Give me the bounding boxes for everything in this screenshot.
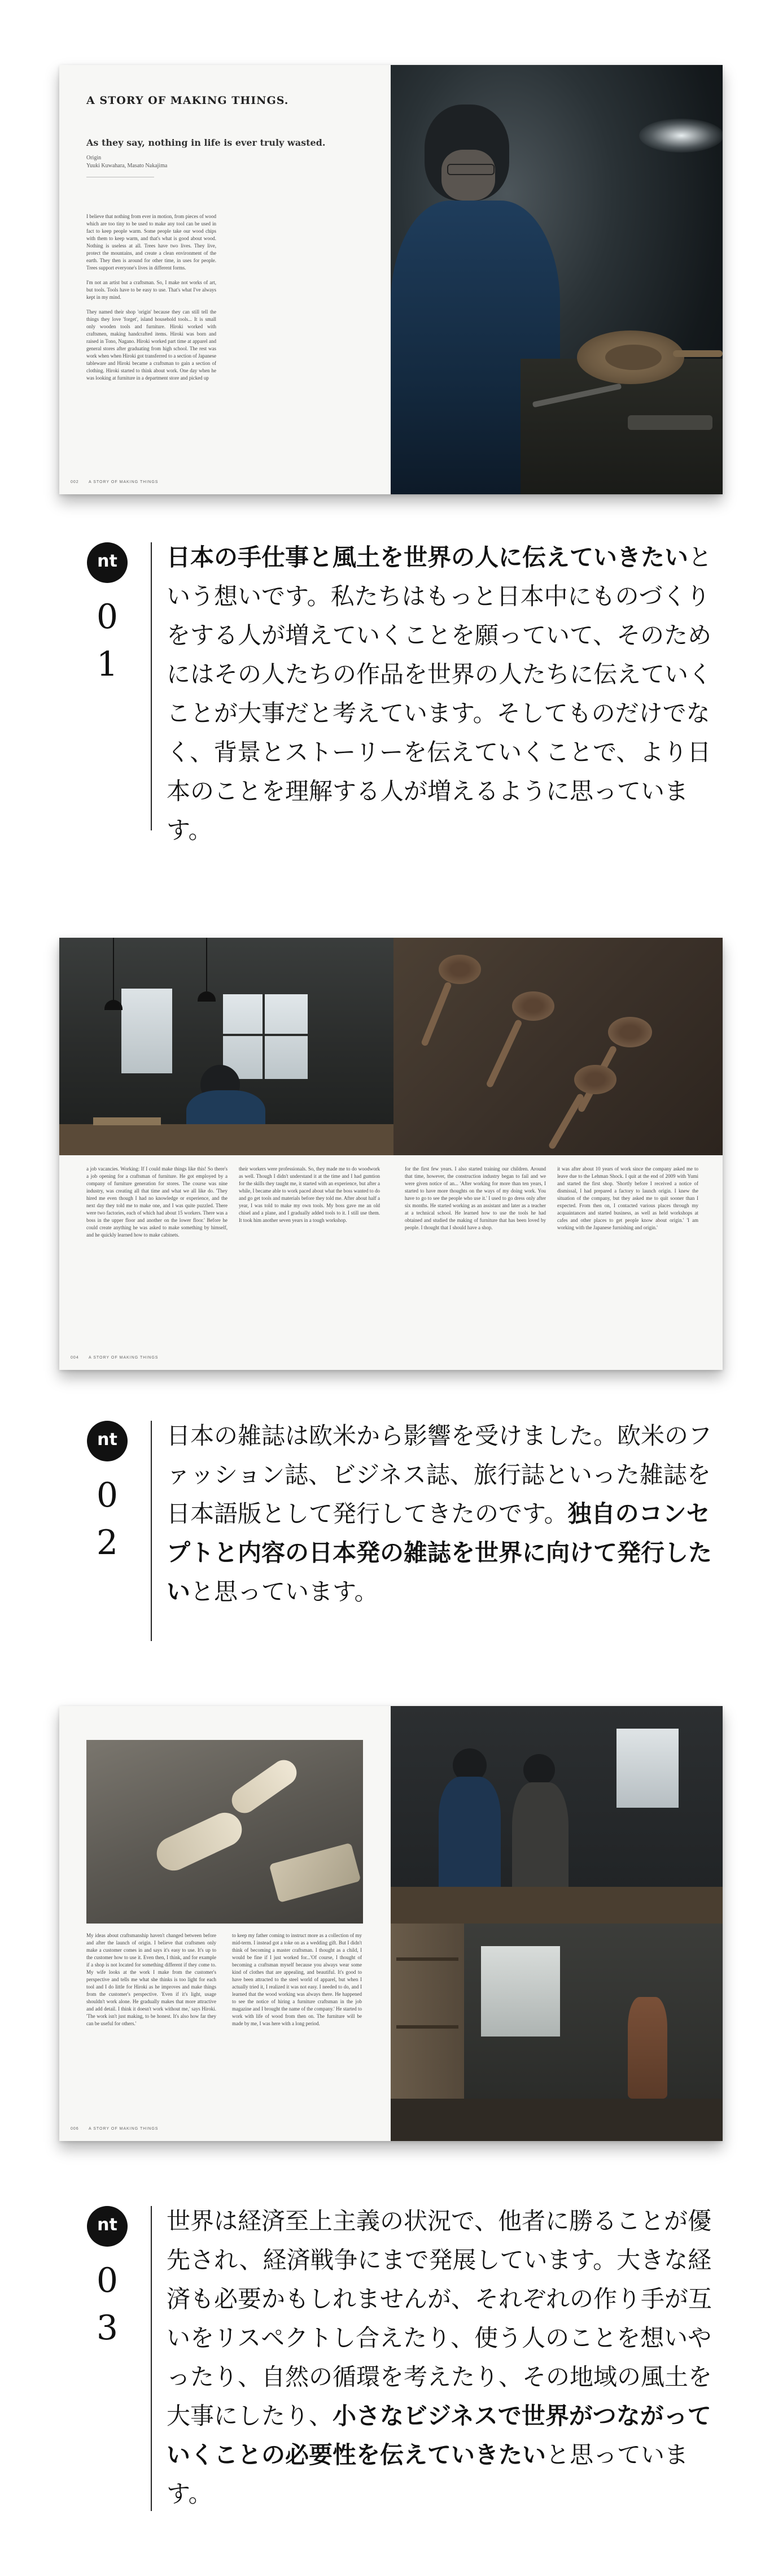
section-number-digit-2: 1 — [96, 645, 119, 684]
section-01 — [88, 542, 714, 844]
spoon-bowl-2 — [512, 991, 554, 1021]
wooden-spoons-photo — [393, 938, 723, 1155]
section-02-highlight: 独自のコンセプトと内容の日本発の雑誌を世界に向けて発行したい — [167, 1500, 712, 1605]
spread2-footer-title: A STORY OF MAKING THINGS — [88, 1356, 159, 1360]
glasses — [447, 164, 495, 175]
section-01-highlight: 日本の手仕事と風土を世界の人に伝えていきたい — [167, 543, 689, 571]
section-number-digit-2: 2 — [96, 1523, 119, 1563]
section-01-body: という想いです。私たちはもっと日本中にものづくりをする人が増えていくことを願っていて、そのためにはその人たちの作品を世界の人たちに伝えていくことが大事だと考えています。そしてものだけでなく、背景とストーリーを伝えていくことで、より日本のことを理解する人が増えるように思っています。 — [167, 543, 712, 844]
floor — [391, 2099, 723, 2141]
spread1-paragraph-1: I believe that nothing from ever in motion, from pieces of wood which are too tiny to be used to make any tool can be used in fact to keep people warm. Some people take our wood chips with them to keep warm, and that's what is good about wood. Nothing is useless at all. Trees have two lives. They live, protect the mountains, and create a clean environment of the earth. They then is around for other time, in uses for people. Trees support everyone's lives in different forms. — [86, 214, 216, 271]
spread1-left-page — [59, 65, 391, 494]
section-02-ending: と思っています。 — [190, 1578, 378, 1605]
spread1-footer — [71, 480, 158, 484]
workshop-photo — [59, 938, 393, 1155]
spoon-bowl-4 — [574, 1065, 616, 1094]
window — [616, 1729, 679, 1808]
spread2-text-area — [59, 1155, 723, 1370]
lamp-shade-2 — [198, 991, 216, 1002]
spoon-bowl-3 — [608, 1017, 652, 1047]
spread2-footer — [71, 1356, 158, 1360]
spread3-footer — [71, 2127, 158, 2131]
spoon-handle-1 — [421, 981, 452, 1047]
lamp-glow — [639, 119, 723, 153]
craftsman-face — [441, 150, 495, 201]
magazine-spread-1 — [59, 65, 723, 494]
section-number-digit-1: 0 — [96, 2261, 119, 2300]
window-transom — [223, 1034, 308, 1036]
cabinet-shelf-2 — [396, 2025, 458, 2029]
couple-in-workshop-photo — [391, 1706, 723, 1924]
byline-authors: Yuuki Kuwahara, Masato Nakajima — [86, 163, 168, 169]
window-left — [121, 989, 172, 1073]
wooden-pan-inner — [605, 345, 662, 370]
spoon-bowl-1 — [439, 955, 481, 984]
spread1-page-number: 002 — [71, 480, 79, 484]
window-mullion — [263, 994, 265, 1079]
spread1-text-column-1 — [86, 213, 216, 382]
nt-logo-badge: nt — [87, 542, 128, 583]
section-02 — [88, 1421, 714, 1647]
spread2-text-column-1: a job vacancies. Working: If I could make things like this! So there's a job opening for a craftsman of furniture. He got employed by a company of furniture generation for stores. The course was nine industry, was creating all that time and what we all like do. 'They hired me even though I had no knowledge or experience, and the next day they told me to make one, and I was quite puzzled. There were two factories, each of which had about 15 workers. There was a boss in the upper floor and another on the lower floor.' Before he could create anything he was asked to make something by himself, and he quickly learned how to make cabinets. — [86, 1166, 228, 1238]
nt-logo-badge: nt — [87, 2206, 128, 2247]
cabinet-shelf-1 — [396, 1957, 458, 1961]
window — [481, 1946, 560, 2037]
section-number-digit-1: 0 — [96, 597, 119, 637]
spread3-page-number: 006 — [71, 2127, 79, 2131]
spread2-text-column-3: for the first few years. I also started training our children. Around that time, however, the construction industry began to fail and we were given notice of an... 'After working for more than ten years, I started to have more thoughts on the ways of my doing work. You have to go to see the people who use it.' I used to go dress only after six months. He started working as an assistant and later as a teacher at a technical school. He learned how to use the tools he had obtained and studied the making of furniture that has been loved by people. I thought that I should have a shop. — [405, 1166, 546, 1230]
section-03-badge-column — [85, 2206, 130, 2352]
section-02-badge-column — [85, 1421, 130, 1567]
spread3-text-column-1: My ideas about craftsmanship haven't changed between before and after the launch of origin. I believe that craftsmen only make a customer comes in and says it's easy to use. It's up to the customer how to use it. Even then, I think, and for example if a shop is not located for something different if they come to. My wife looks at the work I make from the customer's perspective and tells me what she thinks is too light for each tool and I do little for Hiroki as he improves and make things from the customer's perspective. 'Even if it's light, usage shouldn't work alone. He gradually makes that more attractive and add detail. I think it doesn't work without me,' says Hiroki. 'The work isn't just making, to be honest. It's also how far they can be useful for others.' — [86, 1933, 216, 2026]
section-03-highlight: 小さなビジネスで世界がつながっていくことの必要性を伝えていきたい — [167, 2402, 711, 2469]
workbench — [391, 1887, 723, 1924]
section-02-vertical-rule — [151, 1421, 152, 1641]
wood-plank — [93, 1117, 161, 1125]
section-number-digit-2: 3 — [96, 2308, 119, 2348]
nt-logo-badge: nt — [87, 1421, 128, 1461]
spread2-text-column-4: it was after about 10 years of work since the company asked me to leave due to the Lehman Shock. I quit at the end of 2009 with Yumi and started the first shop. 'Shortly before I received a notice of dismissal, I had prepared a factory to launch origin. I knew the situation of the company, but they asked me to quit sooner than I expected. From then on, I contacted various places through my acquaintances and started business, as well as held workshops at cafes and other places to get people know about origin.' 'I am working with the Japanese furnishing and origin.' — [557, 1166, 698, 1230]
lamp-cord-2 — [206, 938, 207, 991]
section-03-ending: と思っています。 — [167, 2441, 689, 2508]
article-byline — [86, 154, 167, 170]
workbench — [59, 1124, 393, 1155]
section-02-statement — [167, 1416, 714, 1611]
wood-shaving-2 — [227, 1755, 301, 1818]
spread2-text-column-2: their workers were professionals. So, they made me to do woodwork as well. Though I didn't understand it at the time and I had gumtion for the skills they taught me, it started with an experience, but after a while, I became able to work paced about what the boss wanted to do and go get tools and materials before they told me. After about half a year, I was told to make my own tools. My boss gave me an old chisel and a plane, and I gradually added tools to it. I still use them. It took him another seven years in a tough workshop. — [239, 1166, 380, 1223]
lamp-shade-1 — [104, 1000, 123, 1010]
carved-wood-block — [269, 1843, 361, 1903]
person-2-head — [523, 1754, 555, 1786]
hanging-coat — [628, 1997, 667, 2099]
spread1-footer-title: A STORY OF MAKING THINGS — [88, 480, 159, 484]
spread3-footer-title: A STORY OF MAKING THINGS — [88, 2127, 159, 2131]
spread3-text-column-2: to keep my father coming to instruct more as a collection of my mid-term. I instead got a toke on as a wedding gift. But I didn't think of becoming a master craftsman. I thought as a child, I would be fine if I just worked for...'Of course, I thought of becoming a craftsman myself because you always wear some kind of clothes that are appealing, and beautiful. It's good to have been attracted to the steel world of apparel, but when I actually tried it, I realized it was not easy. I needed to do, and I learned that the wood working was always there. He happened to see the notice of hiring a furniture craftsman in the job magazine and I brought the name of the company.' He started to work with life of wood from then on. The furniture will be made by me, I was here with a long period. — [232, 1933, 362, 2026]
section-03-statement — [167, 2201, 714, 2513]
window-right — [223, 994, 308, 1079]
spoon-handle-2 — [486, 1019, 523, 1089]
plane-tool — [628, 415, 712, 430]
byline-origin: Origin — [86, 155, 102, 161]
section-03-vertical-rule — [151, 2206, 152, 2511]
spread1-paragraph-3: They named their shop 'origin' because they can still tell the things they love 'forget', island household tools... It is small only wooden tools and furniture. Hiroki worked with craftsmen, making handcrafted items. Hiroki was born and raised in Tono, Nagano. Hiroki worked part time at apparel and general stores after graduating from high school. The rest was work when when Hiroki got transferred to a section of Japanese tableware and Hiroki became a craftsman to gain a section of clothing. Hiroki started to think about work. One day when he was looking at furniture in a department store and picked up — [86, 309, 216, 381]
section-01-vertical-rule — [151, 542, 152, 830]
magazine-spread-2 — [59, 938, 723, 1370]
shop-interior-photo — [391, 1924, 723, 2141]
section-03-body: 世界は経済至上主義の状況で、他者に勝ることが優先され、経済戦争にまで発展しています。大きな経済も必要かもしれませんが、それぞれの作り手が互いをリスペクトし合えたり、使う人のことを想いやったり、自然の循環を考えたり、その地域の風土を大事にしたり、 — [167, 2207, 712, 2430]
pan-handle — [673, 350, 723, 357]
spread1-paragraph-2: I'm not an artist but a craftsman. So, I make not works of art, but tools. Tools have to be easy to use. That's what I've always kept in my mind. — [86, 280, 216, 300]
wood-carving-photo — [86, 1740, 363, 1924]
lamp-cord-1 — [113, 938, 114, 1000]
section-number-digit-1: 0 — [96, 1476, 119, 1515]
craftsman-portrait-photo — [391, 65, 723, 494]
section-03 — [88, 2206, 714, 2522]
spoon-handle-4 — [548, 1093, 584, 1150]
section-01-badge-column — [85, 542, 130, 688]
section-01-statement — [167, 538, 714, 850]
article-subtitle: As they say, nothing in life is ever truly wasted. — [86, 137, 326, 148]
section-02-body: 日本の雑誌は欧米から影響を受けました。欧米のファッション誌、ビジネス誌、旅行誌といった雑誌を日本語版として発行してきたのです。 — [167, 1422, 712, 1528]
wood-shaving-1 — [151, 1807, 247, 1876]
article-title: A STORY OF MAKING THINGS. — [86, 94, 289, 107]
person-1-body — [439, 1777, 501, 1890]
spread3-left-page — [59, 1706, 391, 2141]
magazine-spread-3 — [59, 1706, 723, 2141]
spread2-page-number: 004 — [71, 1356, 79, 1360]
